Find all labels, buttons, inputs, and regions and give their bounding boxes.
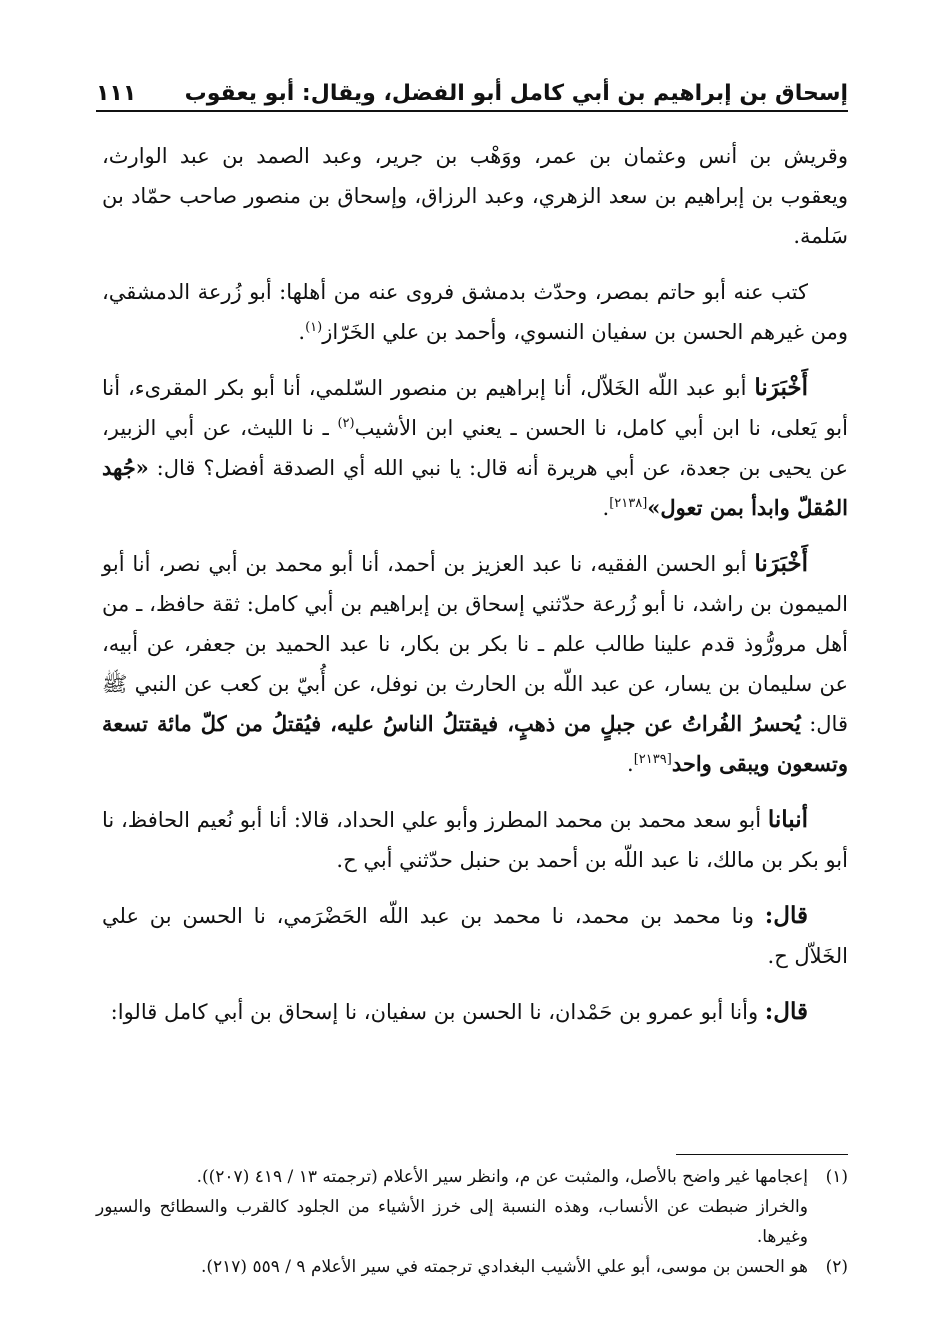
page-header [96,66,848,112]
paragraph-text: ونا محمد بن محمد، نا محمد بن عبد اللّه الحَضْرَمي، نا الحسن بن علي الخَلاّل ح. [102,904,848,968]
hadith-text: يُحسرُ الفُراتُ عن جبلٍ من ذهبٍ، فيقتتلُ الناسُ عليه، فيُقتلُ من كلّ مائة تسعة وتسعون ويبقى واحد [102,711,848,776]
paragraph-2 [102,272,848,352]
hadith-number: [٢١٣٨] [609,496,648,511]
isnad-lead-word: أنبانا [767,806,808,833]
paragraph-4 [102,544,848,784]
running-title: إسحاق بن إبراهيم بن أبي كامل أبو الفضل، ويقال: أبو يعقوب [184,81,848,106]
paragraph-end: . [627,752,634,776]
footnote-2 [96,1252,848,1282]
paragraph-text: كتب عنه أبو حاتم بمصر، وحدّث بدمشق فروى عنه من أهلها: أبو زُرعة الدمشقي، ومن غيرهم الحسن بن سفيان النسوي، وأحمد بن علي الخَرّاز [102,280,848,344]
footnote-ref[interactable]: (٢) [337,416,355,431]
isnad-lead-word: قال: [764,998,808,1025]
isnad-lead-word: قال: [764,902,808,929]
paragraph-1 [102,136,848,256]
footnote-number: (٢) [825,1257,848,1277]
footnote-ref[interactable]: (١) [305,320,323,335]
footnote-line: إعجامها غير واضح بالأصل، والمثبت عن م، وانظر سير الأعلام (ترجمته ١٣ / ٤١٩ (٢٠٧)). [196,1167,808,1187]
paragraph-7 [102,992,848,1032]
footnote-1 [96,1162,848,1252]
paragraph-3 [102,368,848,528]
footnotes [96,1162,848,1282]
paragraph-text: أبو سعد محمد بن محمد المطرز وأبو علي الحداد، قالا: أنا أبو نُعيم الحافظ، نا أبو بكر بن مالك، نا عبد اللّه بن أحمد بن حنبل حدّثني أبي ح. [102,808,848,872]
main-text [102,136,848,1048]
isnad-lead-word: أَخْبَرَنا [754,374,808,401]
paragraph-text: ـ نا الليث، عن أبي الزبير، عن يحيى بن جعدة، عن أبي هريرة أنه قال: يا نبي الله أي الصدقة أفضل؟ قال: [102,416,848,480]
footnote-divider [676,1154,848,1155]
paragraph-text: أبو عبد اللّه الخَلاّل، أنا إبراهيم بن منصور السّلمي، أنا أبو بكر المقرىء، أنا أبو يَعلى، نا ابن أبي كامل، نا الحسن ـ يعني ابن الأشيب [102,376,848,440]
paragraph-text: وأنا أبو عمرو بن حَمْدان، نا الحسن بن سفيان، نا إسحاق بن أبي كامل قالوا: [110,1000,765,1024]
footnote-number: (١) [825,1167,848,1187]
hadith-number: [٢١٣٩] [633,752,672,767]
paragraph-end: . [298,320,306,344]
paragraph-5 [102,800,848,880]
paragraph-text: وقريش بن أنس وعثمان بن عمر، ووَهْب بن جرير، وعبد الصمد بن عبد الوارث، ويعقوب بن إبراهيم بن سعد الزهري، وعبد الرزاق، وإسحاق بن منصور صاحب حمّاد بن سَلمة. [102,144,848,248]
isnad-lead-word: أَخْبَرَنا [754,550,808,577]
paragraph-6 [102,896,848,976]
paragraph-end: . [602,496,610,520]
footnote-text [96,1162,808,1252]
footnote-text [96,1252,808,1282]
paragraph-text: أبو الحسن الفقيه، نا عبد العزيز بن أحمد، أنا أبو محمد بن أبي نصر، أنا أبو الميمون بن راشد، نا أبو زُرعة حدّثني إسحاق بن إبراهيم بن أبي كامل: ثقة حافظ، ـ من أهل مرورُّوذ قدم علينا طالب علم ـ نا بكر بن بكار، نا عبد الحميد بن جعفر، عن أبيه، عن سليمان بن يسار، عن عبد اللّه بن الحارث بن نوفل، عن أُبيّ بن كعب عن النبي ﷺ قال: [102,552,848,736]
page-number: ١١١ [96,81,137,106]
footnote-line: والخراز ضبطت عن الأنساب، وهذه النسبة إلى خرز الأشياء من الجلود كالقرب والسطائح والسيور وغيرها. [96,1197,808,1247]
footnote-line: هو الحسن بن موسى، أبو علي الأشيب البغدادي ترجمته في سير الأعلام ٩ / ٥٥٩ (٢١٧). [200,1257,808,1277]
hadith-text: «جُهد المُقلّ وابدأ بمن تعول» [102,455,848,520]
